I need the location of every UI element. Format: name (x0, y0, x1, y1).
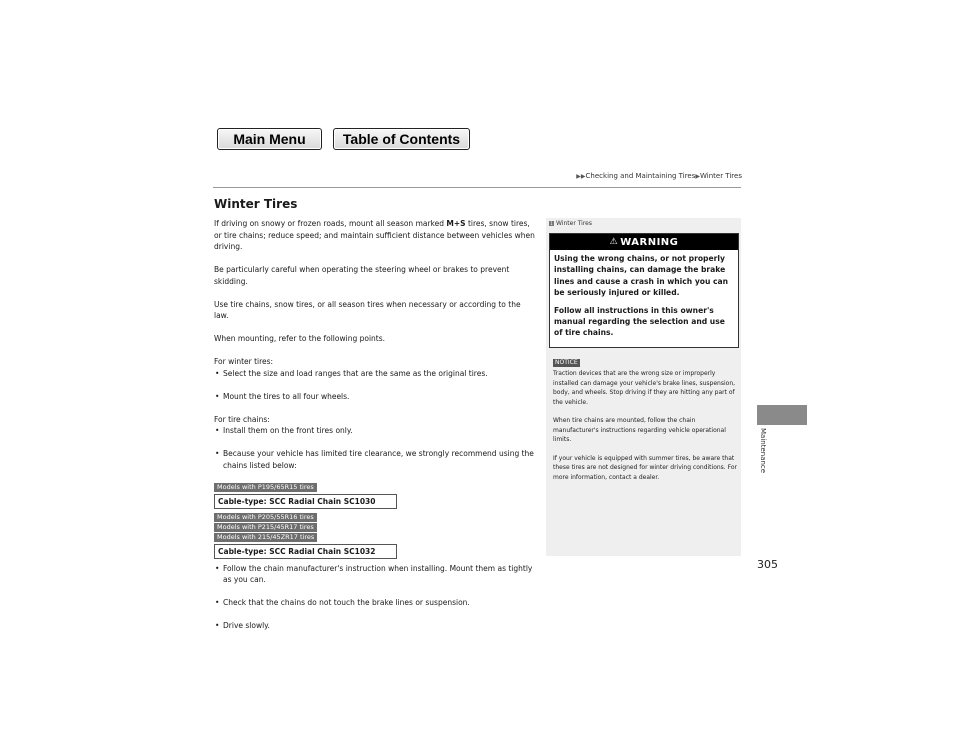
paragraph-law: Use tire chains, snow tires, or all season tires when necessary or according to the law. (214, 299, 521, 320)
winter-tires-heading: For winter tires: (214, 357, 274, 366)
list-item: • Because your vehicle has limited tire clearance, we strongly recommend using the chains listed below: (214, 448, 536, 471)
notice-text: If your vehicle is equipped with summer tires, be aware that these tires are not designed for winter driving conditions. For more information, contact a dealer. (553, 454, 737, 481)
list-item: • Follow the chain manufacturer's instruction when installing. Mount them as tightly as you can. (214, 563, 536, 586)
notice-text: Traction devices that are the wrong size or improperly installed can damage your vehicle's brake lines, suspension, body, and wheels. Stop driving if they are hitting any part of the vehicle. (553, 370, 736, 406)
page-title: Winter Tires (214, 197, 298, 211)
model-tag: Models with P195/65R15 tires (214, 483, 317, 492)
table-of-contents-button[interactable]: Table of Contents (333, 128, 470, 150)
chevron-right-icon: ▶ (695, 173, 700, 180)
main-menu-button[interactable]: Main Menu (217, 128, 322, 150)
page-number: 305 (757, 558, 778, 571)
list-item: • Mount the tires to all four wheels. (214, 391, 536, 403)
list-item: • Install them on the front tires only. (214, 425, 536, 437)
chevron-right-icon: ▶▶ (576, 173, 586, 180)
warning-triangle-icon: ⚠ (609, 237, 619, 247)
warning-body (550, 250, 738, 348)
tire-chains-heading: For tire chains: (214, 414, 270, 424)
list-item: • Check that the chains do not touch the brake lines or suspension. (214, 597, 536, 609)
notice-body (553, 369, 739, 491)
side-notes-panel (546, 218, 741, 556)
paragraph-intro: If driving on snowy or frozen roads, mount all season marked M+S tires, snow tires, or tire chains; reduce speed; and maintain sufficient distance between vehicles when driving. (214, 219, 535, 251)
note-marker-icon: 1 (550, 221, 553, 226)
paragraph-careful: Be particularly careful when operating the steering wheel or brakes to prevent skidding. (214, 265, 510, 286)
paragraph-mounting: When mounting, refer to the following points. (214, 334, 386, 343)
chain-spec-box: Cable-type: SCC Radial Chain SC1030 (214, 494, 397, 509)
main-content (214, 218, 536, 643)
warning-text: Follow all instructions in this owner's manual regarding the selection and use of tire chains. (554, 305, 725, 338)
breadcrumb (560, 172, 742, 180)
model-group-1 (214, 483, 536, 509)
section-label: Maintenance (759, 428, 767, 474)
list-item: • Select the size and load ranges that are the same as the original tires. (214, 368, 536, 380)
breadcrumb-part2[interactable]: Winter Tires (700, 172, 742, 180)
model-tag: Models with P205/55R16 tires (214, 513, 317, 522)
list-item: • Drive slowly. (214, 620, 536, 632)
notice-text: When tire chains are mounted, follow the chain manufacturer's instructions regarding vehicle operational limits. (553, 417, 726, 443)
warning-box (549, 233, 739, 348)
model-tag: Models with P215/45R17 tires (214, 523, 317, 532)
model-group-2 (214, 513, 536, 559)
chain-spec-box: Cable-type: SCC Radial Chain SC1032 (214, 544, 397, 559)
section-tab (757, 405, 807, 425)
header-divider (213, 187, 741, 188)
side-heading: 1 Winter Tires (550, 220, 592, 227)
ms-mark: M+S (446, 219, 466, 228)
model-tag: Models with 215/45ZR17 tires (214, 533, 317, 542)
breadcrumb-part1[interactable]: Checking and Maintaining Tires (585, 172, 696, 180)
notice-badge: NOTICE (555, 359, 578, 366)
warning-header: ⚠ WARNING (550, 234, 738, 250)
warning-text: Using the wrong chains, or not properly installing chains, can damage the brake lines and cause a crash in which you can be seriously injured or killed. (554, 254, 729, 298)
